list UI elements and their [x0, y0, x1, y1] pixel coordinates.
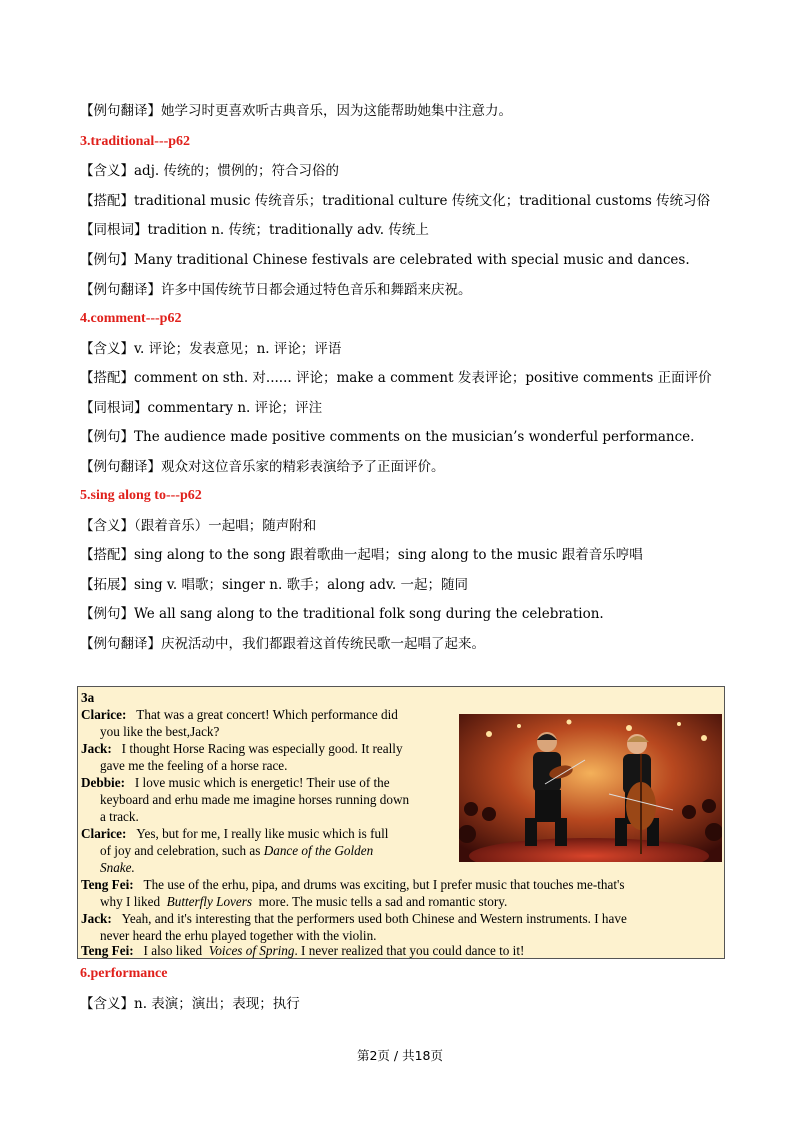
speaker-name: Jack: — [81, 741, 112, 756]
dialogue-line: you like the best,Jack? — [100, 724, 220, 739]
dialogue-line: never heard the erhu played together with the violin. — [100, 928, 377, 943]
concert-photo — [459, 714, 722, 862]
dialogue-line — [100, 842, 373, 859]
dialogue-line — [81, 942, 524, 959]
dialogue-text: I also liked — [143, 943, 203, 958]
dialogue-line — [81, 825, 388, 842]
example-translation-line: 【例句翻译】庆祝活动中，我们都跟着这首传统民歌一起唱了起来。 — [80, 636, 485, 652]
violin-cello-duet-image — [459, 714, 722, 862]
meaning-line: 【含义】n. 表演；演出；表现；执行 — [80, 996, 300, 1012]
cognate-line: 【同根词】commentary n. 评论；评注 — [80, 400, 323, 416]
dialogue-line — [81, 740, 403, 757]
extension-line: 【拓展】sing v. 唱歌；singer n. 歌手；along adv. 一起；随同 — [80, 577, 468, 593]
dialogue-line — [81, 774, 390, 791]
speaker-name: Teng Fei: — [81, 943, 134, 958]
dialogue-line — [100, 859, 135, 876]
dialogue-text: Yeah, and it's interesting that the performers used both Chinese and Western instruments. I have — [121, 911, 627, 926]
page-number: 第2页 / 共18页 — [356, 1048, 444, 1063]
dialogue-text: I thought Horse Racing was especially good. It really — [121, 741, 403, 756]
dialogue-text: more. The music tells a sad and romantic story. — [258, 894, 508, 909]
song-title: Dance of the Golden — [263, 843, 374, 858]
example-line: 【例句】We all sang along to the traditional folk song during the celebration. — [80, 606, 604, 622]
speaker-name: Jack: — [81, 911, 112, 926]
example-line: 【例句】Many traditional Chinese festivals are celebrated with special music and dances. — [80, 252, 690, 268]
meaning-line: 【含义】（跟着音乐）一起唱；随声附和 — [80, 518, 317, 534]
dialogue-line: gave me the feeling of a horse race. — [100, 758, 288, 773]
dialogue-line — [81, 876, 625, 893]
dialogue-box-3a — [77, 686, 725, 959]
speaker-name: Debbie: — [81, 775, 125, 790]
song-title: Butterfly Lovers — [166, 894, 253, 909]
speaker-name: Teng Fei: — [81, 877, 134, 892]
collocation-line: 【搭配】sing along to the song 跟着歌曲一起唱；sing along to the music 跟着音乐哼唱 — [80, 547, 643, 563]
dialogue-line — [81, 706, 398, 723]
cognate-line: 【同根词】tradition n. 传统；traditionally adv. 传统上 — [80, 222, 429, 238]
speaker-name: Clarice: — [81, 707, 127, 722]
dialogue-text: . I never realized that you could dance to it! — [294, 943, 525, 958]
dialogue-line — [81, 910, 627, 927]
example-translation-line: 【例句翻译】她学习时更喜欢听古典音乐，因为这能帮助她集中注意力。 — [80, 103, 512, 119]
dialogue-line: a track. — [100, 809, 139, 824]
example-translation-line: 【例句翻译】许多中国传统节日都会通过特色音乐和舞蹈来庆祝。 — [80, 282, 472, 298]
vocab-heading-performance: 6.performance — [80, 966, 168, 981]
vocab-heading-comment: 4.comment---p62 — [80, 311, 182, 326]
collocation-line: 【搭配】traditional music 传统音乐；traditional culture 传统文化；traditional customs 传统习俗 — [80, 193, 711, 209]
example-line: 【例句】The audience made positive comments on the musician’s wonderful performance. — [80, 429, 695, 445]
dialogue-text: Yes, but for me, I really like music which is full — [136, 826, 389, 841]
meaning-line: 【含义】v. 评论；发表意见；n. 评论；评语 — [80, 341, 342, 357]
dialogue-text: of joy and celebration, such as — [100, 843, 261, 858]
example-translation-line: 【例句翻译】观众对这位音乐家的精彩表演给予了正面评价。 — [80, 459, 445, 475]
vocab-heading-sing-along-to: 5.sing along to---p62 — [80, 488, 202, 503]
speaker-name: Clarice: — [81, 826, 127, 841]
dialogue-text: That was a great concert! Which performance did — [136, 707, 398, 722]
dialogue-text: The use of the erhu, pipa, and drums was exciting, but I prefer music that touches me-that's — [143, 877, 625, 892]
dialogue-text: I love music which is energetic! Their use of the — [134, 775, 390, 790]
meaning-line: 【含义】adj. 传统的；惯例的；符合习俗的 — [80, 163, 339, 179]
vocab-heading-traditional: 3.traditional---p62 — [80, 134, 191, 149]
dialogue-text: why I liked — [100, 894, 161, 909]
dialogue-line: keyboard and erhu made me imagine horses running down — [100, 792, 410, 807]
song-title: Snake. — [100, 860, 135, 875]
song-title: Voices of Spring — [208, 943, 295, 958]
dialogue-line — [100, 893, 507, 910]
box-label: 3a — [81, 690, 95, 705]
collocation-line: 【搭配】comment on sth. 对...... 评论；make a comment 发表评论；positive comments 正面评价 — [80, 370, 712, 386]
